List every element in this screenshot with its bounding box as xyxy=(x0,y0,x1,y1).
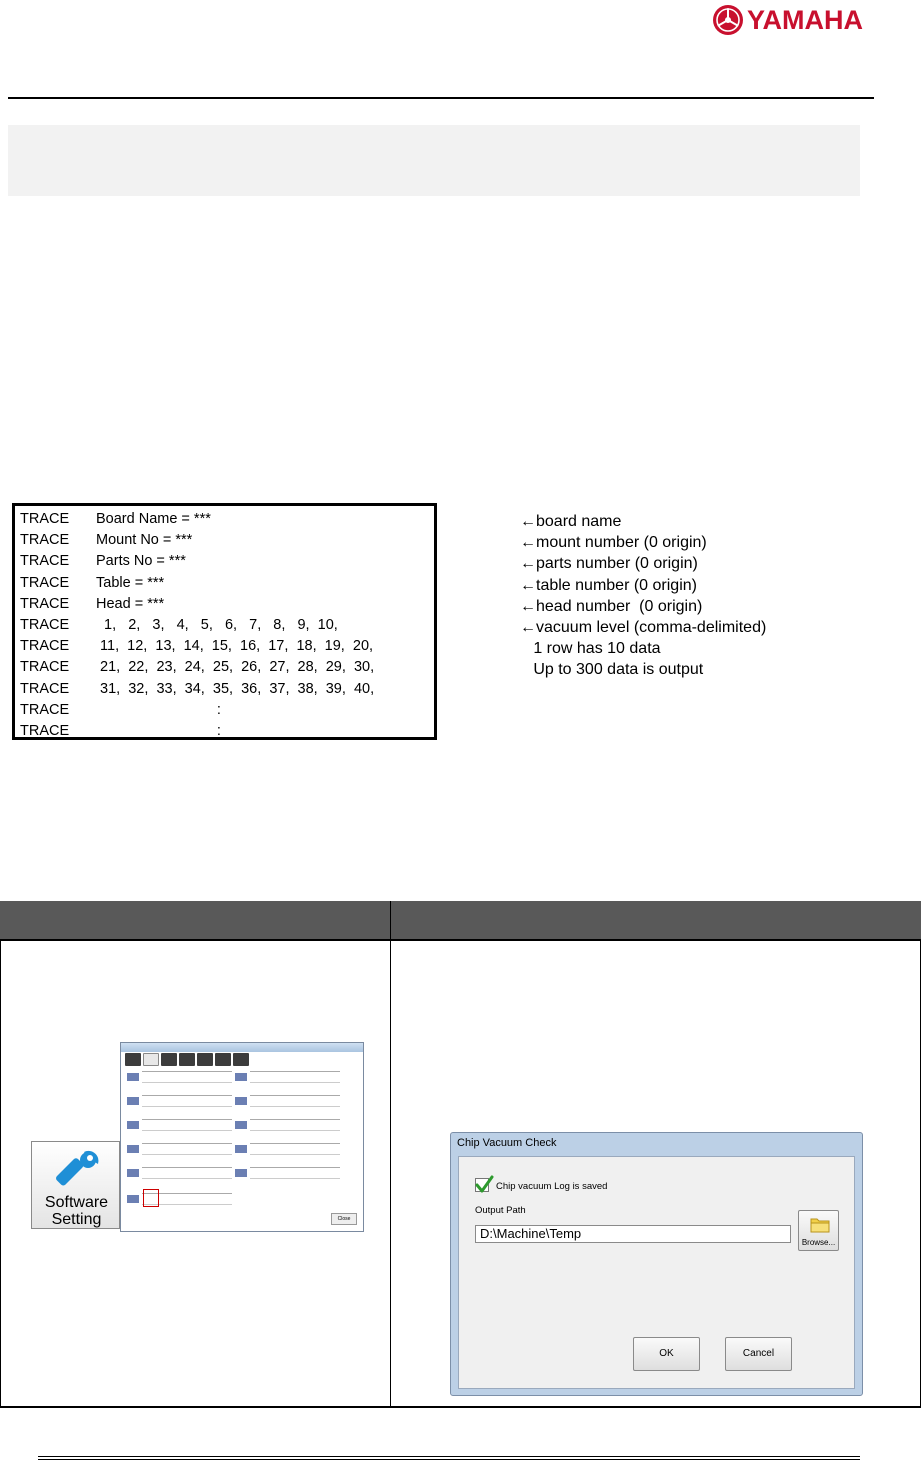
setting-item-icon xyxy=(127,1169,139,1177)
tab-icon[interactable] xyxy=(215,1053,231,1066)
setting-item[interactable] xyxy=(127,1119,232,1135)
table-rule xyxy=(0,939,921,941)
tab-icon[interactable] xyxy=(161,1053,177,1066)
header-rule xyxy=(8,97,874,99)
trace-value: 11, 12, 13, 14, 15, 16, 17, 18, 19, 20, xyxy=(96,638,374,655)
window-titlebar xyxy=(121,1043,363,1052)
setting-window-screenshot xyxy=(120,1042,364,1232)
ok-button[interactable]: OK xyxy=(633,1337,700,1371)
tab-icon[interactable] xyxy=(143,1053,159,1066)
setting-item-text xyxy=(250,1143,340,1155)
cancel-button[interactable]: Cancel xyxy=(725,1337,792,1371)
trace-keyword: TRACE xyxy=(20,723,70,739)
trace-keyword: TRACE xyxy=(20,553,70,570)
setting-item-text xyxy=(250,1167,340,1179)
checkbox-label: Chip vacuum Log is saved xyxy=(496,1181,608,1192)
setting-item-text xyxy=(142,1143,232,1155)
checkmark-icon xyxy=(474,1175,494,1195)
setting-item[interactable] xyxy=(235,1095,340,1111)
label-line-1: Software xyxy=(44,1194,109,1211)
trace-value: : xyxy=(96,701,221,718)
trace-keyword: TRACE xyxy=(20,511,70,527)
setting-item-text xyxy=(142,1119,232,1131)
trace-keyword: TRACE xyxy=(20,574,70,591)
trace-value: Head = *** xyxy=(96,595,165,612)
note-line: ←mount number (0 origin) xyxy=(520,534,707,552)
setting-item[interactable] xyxy=(235,1143,340,1159)
setting-item-icon xyxy=(127,1073,139,1081)
setting-item-icon xyxy=(235,1169,247,1177)
trace-keyword: TRACE xyxy=(20,532,70,549)
trace-keyword: TRACE xyxy=(20,659,70,676)
trace-value: 31, 32, 33, 34, 35, 36, 37, 38, 39, 40, xyxy=(96,680,375,697)
tab-icon[interactable] xyxy=(179,1053,195,1066)
trace-value: Parts No = *** xyxy=(96,553,186,570)
software-setting-label xyxy=(32,1194,121,1228)
setting-item-icon xyxy=(235,1121,247,1129)
tab-icon[interactable] xyxy=(233,1053,249,1066)
trace-value: Table = *** xyxy=(96,574,165,591)
setting-item[interactable] xyxy=(127,1071,232,1087)
trace-output-box xyxy=(12,503,437,740)
setting-item-icon xyxy=(235,1145,247,1153)
setting-item-text xyxy=(142,1095,232,1107)
trace-value: Board Name = *** xyxy=(96,511,211,527)
setting-item-icon xyxy=(127,1145,139,1153)
chip-vacuum-check-dialog xyxy=(450,1132,863,1396)
note-line: Up to 300 data is output xyxy=(520,661,704,679)
save-log-checkbox[interactable] xyxy=(475,1178,489,1192)
browse-label: Browse... xyxy=(801,1238,836,1247)
table-header xyxy=(0,901,921,939)
setting-item-text xyxy=(250,1119,340,1131)
setting-item[interactable] xyxy=(235,1119,340,1135)
folder-icon xyxy=(810,1216,830,1233)
trace-keyword: TRACE xyxy=(20,617,70,633)
note-line: ←head number (0 origin) xyxy=(520,597,703,615)
trace-notes xyxy=(520,511,766,681)
setting-item-icon xyxy=(127,1195,139,1203)
trace-value: 21, 22, 23, 24, 25, 26, 27, 28, 29, 30, xyxy=(96,659,375,676)
note-line: ←board name xyxy=(520,513,622,530)
trace-keyword: TRACE xyxy=(20,701,70,718)
setting-item-icon xyxy=(235,1097,247,1105)
note-line: ←table number (0 origin) xyxy=(520,576,697,594)
trace-keyword: TRACE xyxy=(20,595,70,612)
setting-item-text xyxy=(250,1095,340,1107)
setting-item-icon xyxy=(127,1097,139,1105)
table-rule xyxy=(0,1406,921,1408)
logo-text: YAMAHA xyxy=(747,5,864,35)
shaded-box xyxy=(8,125,860,196)
dialog-title: Chip Vacuum Check xyxy=(457,1137,557,1149)
table-column-divider xyxy=(390,901,391,1408)
tuning-fork-logo-icon xyxy=(712,4,744,36)
setting-item-text xyxy=(142,1167,232,1179)
note-line: ←parts number (0 origin) xyxy=(520,555,698,573)
trace-value: : xyxy=(96,723,221,739)
setting-item[interactable] xyxy=(235,1071,340,1087)
tab-icon[interactable] xyxy=(125,1053,141,1066)
setting-item[interactable] xyxy=(127,1095,232,1111)
trace-value: Mount No = *** xyxy=(96,532,193,549)
yamaha-logo xyxy=(712,3,874,37)
close-button[interactable]: Close xyxy=(331,1213,357,1225)
setting-item[interactable] xyxy=(127,1167,232,1183)
setting-item-text xyxy=(142,1071,232,1083)
table-rule xyxy=(0,939,1,1408)
setting-tabs xyxy=(125,1053,361,1067)
trace-keyword: TRACE xyxy=(20,638,70,655)
setting-item[interactable] xyxy=(127,1143,232,1159)
setting-item[interactable] xyxy=(235,1167,340,1183)
output-path-label: Output Path xyxy=(475,1205,526,1216)
tab-icon[interactable] xyxy=(197,1053,213,1066)
output-path-input[interactable]: D:\Machine\Temp xyxy=(475,1225,791,1243)
setting-item-text xyxy=(250,1071,340,1083)
dialog-body xyxy=(458,1156,855,1389)
note-line: ←vacuum level (comma-delimited) xyxy=(520,619,767,637)
trace-value: 1, 2, 3, 4, 5, 6, 7, 8, 9, 10, xyxy=(96,617,338,633)
wrench-icon xyxy=(50,1148,102,1196)
setting-item-icon xyxy=(127,1121,139,1129)
browse-button[interactable] xyxy=(798,1210,839,1251)
footer-rule xyxy=(38,1459,860,1460)
software-setting-button[interactable] xyxy=(31,1141,120,1229)
footer-rule xyxy=(38,1456,860,1457)
label-line-2: Setting xyxy=(51,1211,102,1228)
trace-keyword: TRACE xyxy=(20,680,70,697)
chip-vacuum-check-highlight xyxy=(143,1189,159,1207)
setting-item-icon xyxy=(235,1073,247,1081)
note-line: 1 row has 10 data xyxy=(520,640,661,658)
